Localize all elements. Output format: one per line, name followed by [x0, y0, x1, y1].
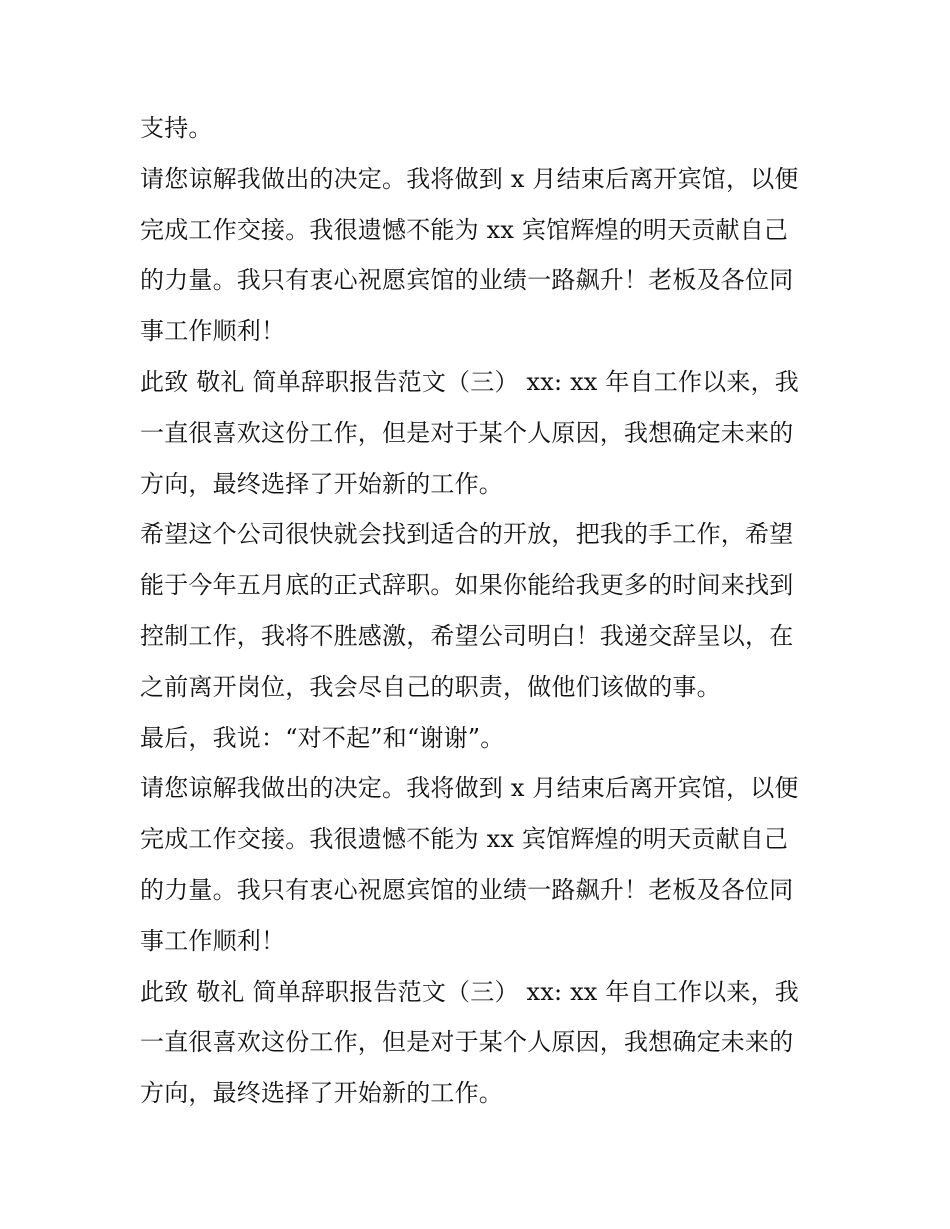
text-line: 能于今年五月底的正式辞职。如果你能给我更多的时间来找到 — [140, 571, 794, 600]
text-line: 请您谅解我做出的决定。我将做到 x 月结束后离开宾馆，以便 — [140, 774, 799, 803]
text-line: 希望这个公司很快就会找到适合的开放，把我的手工作，希望 — [140, 520, 794, 549]
text-line: 之前离开岗位，我会尽自己的职责，做他们该做的事。 — [140, 672, 721, 701]
document-body — [140, 103, 820, 1119]
text-line: 此致 敬礼 简单辞职报告范文（三） xx: xx 年自工作以来，我 — [140, 367, 799, 396]
text-line: 的力量。我只有衷心祝愿宾馆的业绩一路飙升！老板及各位同 — [140, 875, 794, 904]
text-line: 支持。 — [140, 114, 213, 142]
text-line: 控制工作，我将不胜感激，希望公司明白！我递交辞呈以，在 — [140, 621, 794, 650]
text-line: 方向，最终选择了开始新的工作。 — [140, 469, 503, 498]
text-line: 方向，最终选择了开始新的工作。 — [140, 1079, 503, 1108]
text-line: 最后，我说：“对不起”和“谢谢”。 — [140, 723, 505, 752]
text-line: 一直很喜欢这份工作，但是对于某个人原因，我想确定未来的 — [140, 1028, 794, 1057]
text-line: 完成工作交接。我很遗憾不能为 xx 宾馆辉煌的明天贡献自己 — [140, 215, 789, 244]
text-line: 的力量。我只有衷心祝愿宾馆的业绩一路飙升！老板及各位同 — [140, 266, 794, 295]
text-line: 请您谅解我做出的决定。我将做到 x 月结束后离开宾馆，以便 — [140, 164, 799, 193]
text-line: 一直很喜欢这份工作，但是对于某个人原因，我想确定未来的 — [140, 418, 794, 447]
text-line: 事工作顺利！ — [140, 926, 286, 955]
text-line: 此致 敬礼 简单辞职报告范文（三） xx: xx 年自工作以来，我 — [140, 977, 799, 1006]
text-line: 完成工作交接。我很遗憾不能为 xx 宾馆辉煌的明天贡献自己 — [140, 825, 789, 854]
text-line: 事工作顺利！ — [140, 317, 286, 346]
